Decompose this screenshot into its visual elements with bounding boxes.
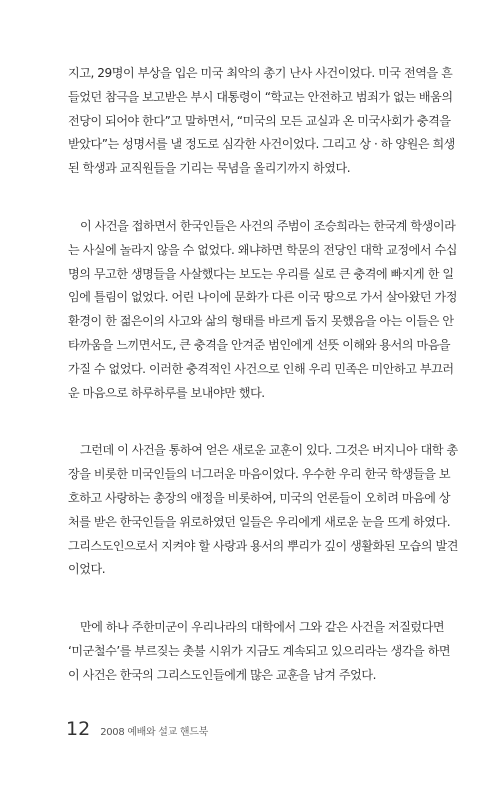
body-paragraph-3: [68, 439, 458, 582]
text-line: 가질 수 없었다. 이러한 충격적인 사건으로 인해 우리 민족은 미안하고 부끄러: [68, 361, 454, 376]
text-line: 그런데 이 사건을 통하여 얻은 새로운 교훈이 있다. 그것은 버지니아 대학 총: [80, 443, 458, 458]
text-line: 받았다”는 성명서를 낼 정도로 심각한 사건이었다. 그리고 상 · 하 양원은 희생: [68, 137, 455, 152]
text-line: 호하고 사랑하는 총장의 애정을 비롯하여, 미국의 언론들이 오히려 마음에 상: [68, 490, 451, 505]
body-paragraph-1: [68, 62, 455, 181]
text-line: 지고, 29명이 부상을 입은 미국 최악의 총기 난사 사건이었다. 미국 전역을 흔: [68, 66, 453, 80]
text-line: 는 사실에 놀라지 않을 수 없었다. 왜냐하면 학문의 전당인 대학 교정에서 수십: [68, 242, 457, 257]
text-line: 이 사건은 한국의 그리스도인들에게 많은 교훈을 남겨 주었다.: [68, 667, 376, 682]
text-line: 이 사건을 접하면서 한국인들은 사건의 주범이 조승희라는 한국계 학생이라: [80, 218, 456, 233]
text-line: 그리스도인으로서 지켜야 할 사랑과 용서의 뿌리가 깊이 생활화된 모습의 발견: [68, 538, 458, 553]
page-body: [68, 62, 458, 688]
text-line: 전당이 되어야 한다”고 말하면서, “미국의 모든 교실과 온 미국사회가 충격을: [68, 113, 451, 128]
text-line: 처를 받은 한국인들을 위로하였던 일들은 우리에게 새로운 눈을 뜨게 하였다.: [68, 514, 451, 529]
text-line: 이었다.: [68, 562, 106, 577]
text-line: 만에 하나 주한미군이 우리나라의 대학에서 그와 같은 사건을 저질렀다면: [80, 620, 445, 635]
body-paragraph-4: [68, 616, 451, 687]
text-line: 된 학생과 교직원들을 기리는 묵념을 올리기까지 하였다.: [68, 161, 351, 176]
text-line: 임에 틀림이 없었다. 어린 나이에 문화가 다른 이국 땅으로 가서 살아왔던 가정: [68, 290, 457, 305]
body-paragraph-2: [68, 215, 457, 405]
text-line: 환경이 한 젊은이의 사고와 삶의 형태를 바르게 돕지 못했음을 아는 이들은 안: [68, 314, 454, 329]
page-number: 12: [66, 718, 91, 740]
text-line: 타까움을 느끼면서도, 큰 충격을 안겨준 범인에게 선뜻 이해와 용서의 마음을: [68, 337, 451, 352]
text-line: 들었던 참극을 보고받은 부시 대통령이 “학교는 안전하고 범죄가 없는 배움의: [68, 89, 453, 104]
text-line: 운 마음으로 하루하루를 보내야만 했다.: [68, 385, 265, 400]
text-line: 장을 비롯한 미국인들의 너그러운 마음이었다. 우수한 우리 한국 학생들을 보: [68, 467, 451, 482]
text-line: ‘미군철수’를 부르짖는 촛불 시위가 지금도 계속되고 있으리라는 생각을 하면: [68, 643, 451, 658]
text-line: 명의 무고한 생명들을 사살했다는 보도는 우리를 실로 큰 충격에 빠지게 한 일: [68, 266, 454, 281]
running-title: 2008 예배와 설교 핸드북: [100, 727, 208, 738]
page-footer: [66, 718, 208, 738]
